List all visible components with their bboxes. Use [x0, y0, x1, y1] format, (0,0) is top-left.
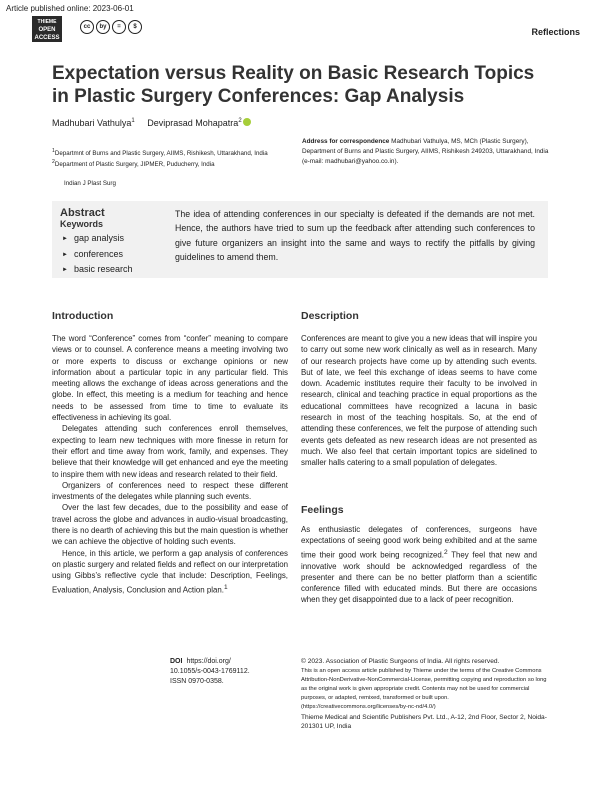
author-2[interactable]: Deviprasad Mohapatra — [147, 118, 239, 128]
description-heading: Description — [301, 310, 359, 322]
by-icon: by — [96, 20, 110, 34]
logo-bottom-text: OPEN ACCESS — [34, 27, 60, 41]
journal-name: Indian J Plast Surg — [64, 180, 116, 187]
creative-commons-icons — [80, 20, 142, 34]
keyword-item: ► conferences — [62, 247, 132, 263]
intro-paragraph-4: Over the last few decades, due to the possibility and ease of travel across the globe and advances in audio-visual broadcasting, there is no dearth of achieving this but the main question is whether we can achieve the objective of holding such events. — [52, 503, 288, 547]
correspondence-address — [302, 137, 557, 166]
description-body — [301, 333, 537, 469]
author-1-sup: 1 — [131, 118, 135, 124]
keywords-label: Keywords — [60, 219, 104, 229]
logo-top-text: THIEME — [37, 19, 57, 25]
orcid-icon[interactable] — [243, 118, 251, 126]
abstract-text: The idea of attending conferences in our specialty is defeated if the demands are not met. Hence, the authors have tried to sum up the feedback after attending such conferences to give future organizers an insight into the same and ways to rectify the pitfalls by giving guidelines to amend them. — [175, 209, 535, 262]
doi-label: DOI — [170, 658, 183, 665]
abstract-label: Abstract — [60, 207, 105, 219]
feelings-heading: Feelings — [301, 504, 344, 516]
publisher-address: Thieme Medical and Scientific Publishers Pvt. Ltd., A-12, 2nd Floor, Sector 2, Noida-201301 UP, India — [301, 713, 547, 731]
introduction-heading: Introduction — [52, 310, 114, 322]
address-label: Address for correspondence — [302, 138, 390, 145]
copyright-line: © 2023. Association of Plastic Surgeons of India. All rights reserved. — [301, 658, 500, 665]
affiliation-2: $^2$Department of Plastic Surgery, JIPMER, Puducherry, India — [52, 159, 215, 169]
cc-icon: cc — [80, 20, 94, 34]
license-text: This is an open access article published by Thieme under the terms of the Creative Commons Attribution-NonDerivative-NonCommercial-License, permitting copying and reproduction so long as the original work is given appropriate credit. Contents may not be used for commercial purposes, or adapted, remixed, transformed or built upon. (https://creativecommons.org/licenses/by-nc-nd/4.0/) — [301, 667, 547, 711]
address-text: Madhubari Vathulya, MS, MCh (Plastic Surgery), Department of Burns and Plastic Surgery, AIIMS, Rishikesh 249203, Uttarakhand, India (e-mail: madhubari@yahoo.co.in). — [302, 138, 549, 165]
thieme-open-access-logo — [32, 16, 62, 42]
article-title: Expectation versus Reality on Basic Research Topics in Plastic Surgery Conferences: Gap Analysis — [52, 63, 535, 107]
doi-number: 10.1055/s-0043-1769112. — [170, 668, 250, 675]
published-date: Article published online: 2023-06-01 — [6, 4, 134, 13]
nc-icon: $ — [128, 20, 142, 34]
author-line — [52, 118, 251, 128]
citation-1[interactable]: 1 — [223, 583, 228, 591]
author-2-sup: 2 — [238, 118, 242, 124]
introduction-body — [52, 333, 288, 595]
affiliations — [52, 147, 292, 169]
section-label: Reflections — [531, 27, 580, 37]
copyright-block — [301, 657, 551, 732]
keyword-item: ► basic research — [62, 262, 132, 278]
affiliation-1: $^1$Departmnt of Burns and Plastic Surgery, AIIMS, Rishikesh, Uttarakhand, India — [52, 148, 268, 158]
doi-block — [170, 657, 290, 687]
issn: ISSN 0970-0358. — [170, 678, 224, 685]
intro-paragraph-3: Organizers of conferences need to respect these different investments of the delegates while planning such events. — [52, 480, 288, 502]
keywords-list — [62, 231, 132, 278]
author-1[interactable]: Madhubari Vathulya — [52, 118, 132, 128]
description-paragraph: Conferences are meant to give you a new ideas that will inspire you to carry out some new work clinically as well as in research. Many of our research projects have come up by attending such events. But of late, we feel this exchange of ideas seems to have come down. Academic institutes require their faculty to be involved in research, clinical and teaching practice in equal proportions as the educational committees have recognized a lacuna in basic research in most of the teaching hospitals. So, at the end of attending these conferences, we felt the purpose of attending such events gets defeated as new research ideas are not presented as much. We also feel that certain important topics are sidelined to smaller halls catering to a small population of delegates. — [301, 334, 537, 468]
citation-2[interactable]: 2 — [443, 548, 448, 556]
intro-paragraph-5: Hence, in this article, we perform a gap analysis of conferences on plastic surgery and related fields and reflect on our interpretation using Gibbs’s reflective cycle that include: Description, Feelings, Evaluation, Analysis, Conclusion and Action plan.$^1$ — [52, 548, 288, 595]
nd-icon: = — [112, 20, 126, 34]
doi-link[interactable]: https://doi.org/ — [186, 658, 231, 665]
feelings-body — [301, 524, 537, 606]
intro-paragraph-2: Delegates attending such conferences enroll themselves, expecting to learn new techniques with more finesse in return for their effort and time away from work, family, and expenses. They believe that their knowledge will get enhanced and eye the meeting to inspire them with new ideas and research related to their field. — [52, 424, 288, 479]
intro-paragraph-1: The word “Conference” comes from “confer” meaning to compare views or to counsel. A conference means a meeting involving two or more experts to discuss or exchange opinions or new information about a particular topic in any particular field. This meeting allows the exchange of ideas across generations and the globe. In effect, this meeting is a medium for teaching and hence needs to be assessed from time to time to evaluate its effectiveness in achieving its goal. — [52, 334, 288, 423]
keyword-item: ► gap analysis — [62, 231, 132, 247]
feelings-paragraph: As enthusiastic delegates of conferences, surgeons have expectations of seeing good work being exhibited and at the same time their good work being recognized.$^2$ They feel that new and innovative work should be acknowledged regardless of the presenter and there can be no better platform than a scientific conference filled with educated minds. But there are occasions when they get disappointed due to a lack of peer recognition. — [301, 525, 537, 605]
